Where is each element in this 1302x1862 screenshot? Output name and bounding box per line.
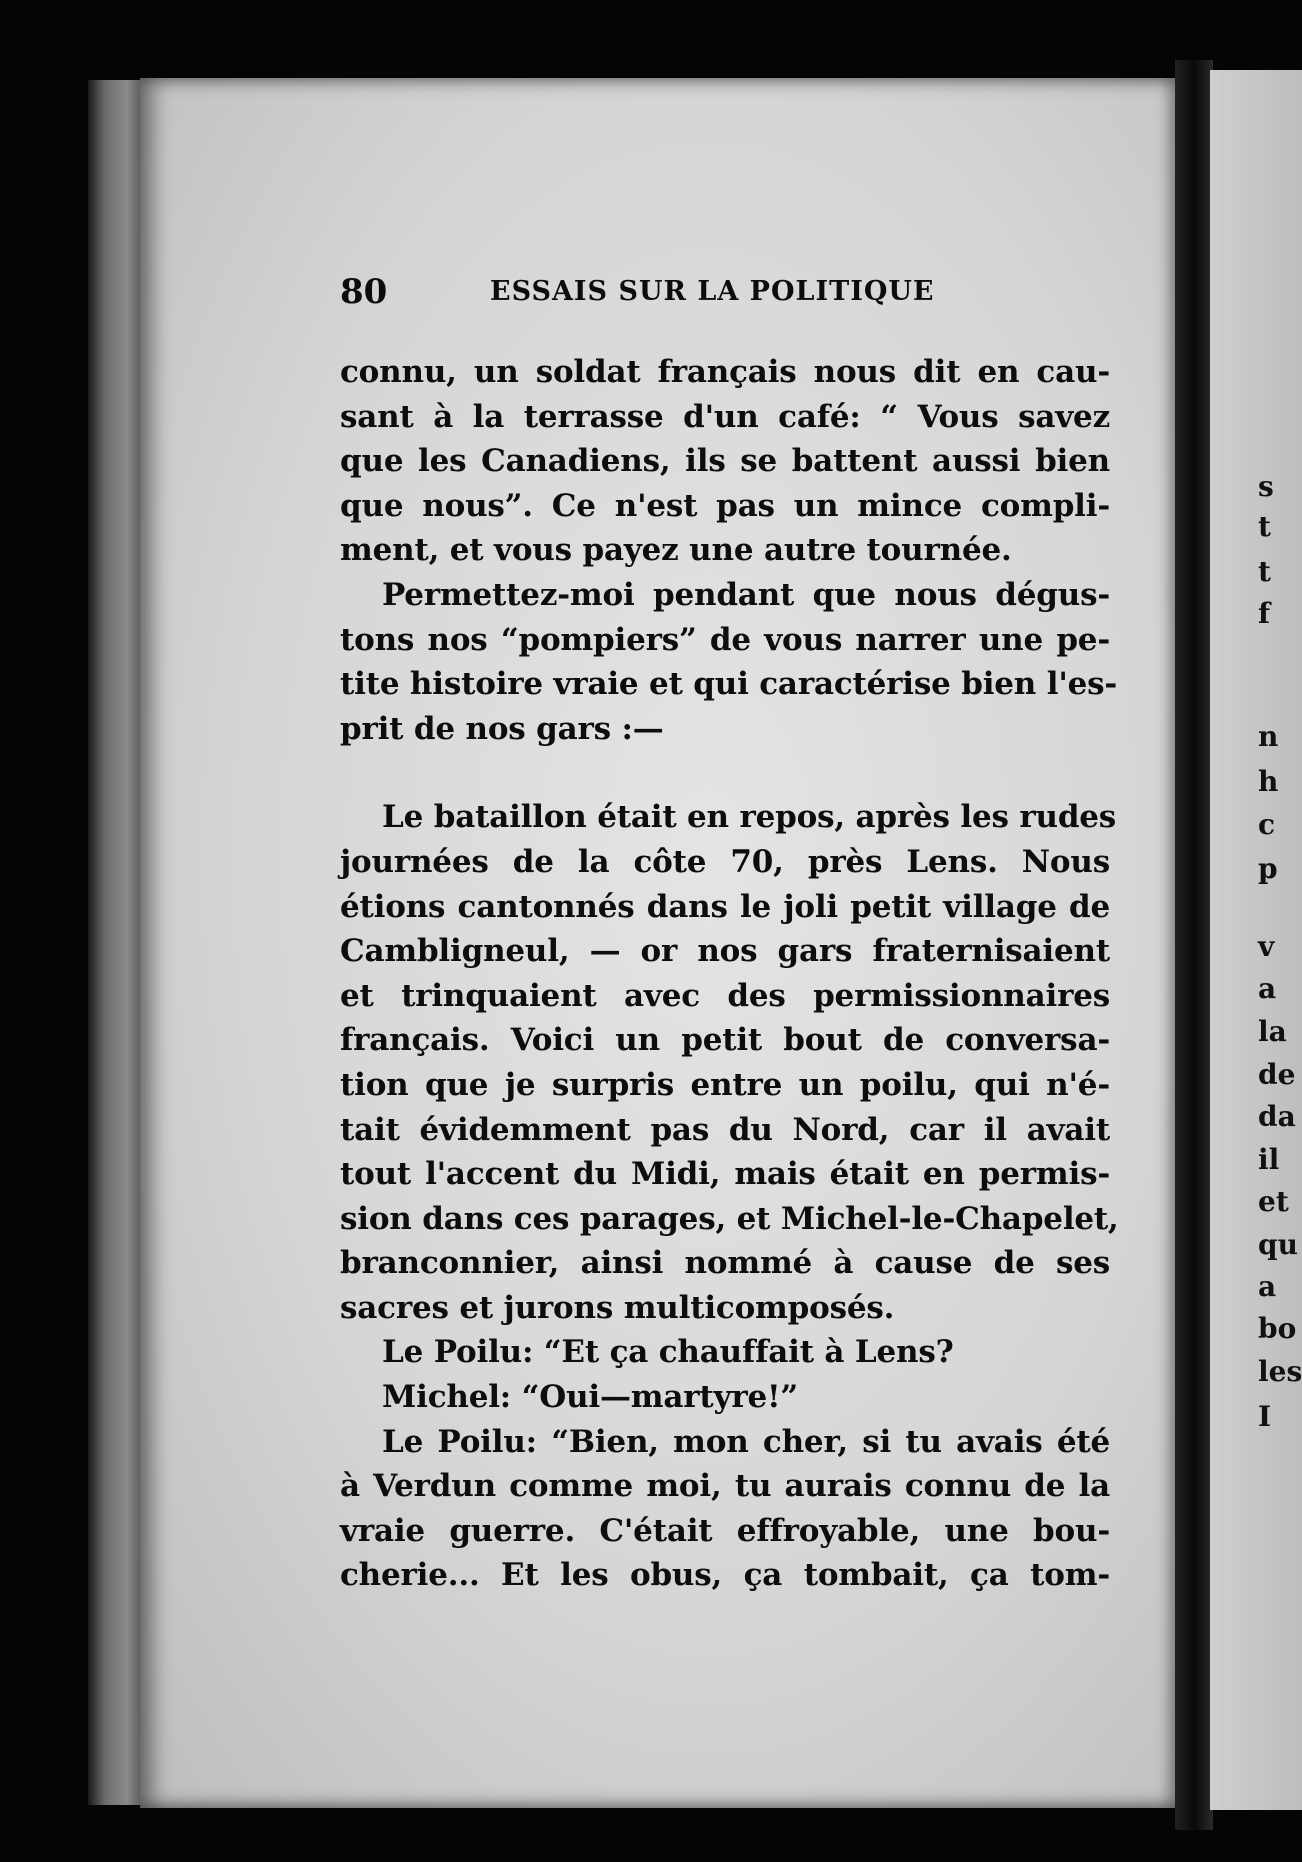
paragraph — [340, 350, 1110, 573]
text-line: Cambligneul, — or nos gars fraternisaient — [340, 933, 1110, 970]
text-line: vraie guerre. C'était effroyable, une bou- — [340, 1512, 1110, 1549]
right-page-fragment: a — [1258, 1270, 1277, 1303]
right-page-fragment: p — [1258, 852, 1278, 885]
right-page-fragment: s — [1258, 470, 1274, 503]
text-line: sion dans ces parages, et Michel-le-Chapelet, — [340, 1200, 1119, 1237]
right-page-fragment: c — [1258, 808, 1276, 841]
text-line: tite histoire vraie et qui caractérise bien l'es- — [340, 666, 1118, 703]
right-page-fragment: t — [1258, 555, 1271, 588]
text-line: tout l'accent du Midi, mais était en permis- — [340, 1156, 1110, 1193]
right-page-fragment: il — [1258, 1143, 1280, 1176]
text-line: étions cantonnés dans le joli petit village de — [340, 888, 1110, 925]
page-number: 80 — [340, 272, 388, 312]
right-page-fragment: I — [1258, 1400, 1272, 1433]
text-line: ment, et vous payez une autre tournée. — [340, 532, 1012, 569]
right-page-fragment: v — [1258, 930, 1275, 963]
text-line: branconnier, ainsi nommé à cause de ses — [340, 1245, 1110, 1282]
paragraph — [340, 1420, 1110, 1598]
text-line: Permettez-moi pendant que nous dégus- — [382, 576, 1110, 613]
text-line: et trinquaient avec des permissionnaires — [340, 977, 1110, 1014]
text-line: français. Voici un petit bout de conversa- — [340, 1022, 1110, 1059]
right-page-fragment: da — [1258, 1100, 1296, 1133]
right-page-fragment: qu — [1258, 1228, 1298, 1261]
text-line: Le Poilu: “Bien, mon cher, si tu avais été — [382, 1423, 1110, 1460]
paragraph — [340, 573, 1118, 751]
running-head: ESSAIS SUR LA POLITIQUE — [490, 276, 935, 307]
text-line: que nous”. Ce n'est pas un mince compli- — [340, 487, 1110, 524]
text-line: à Verdun comme moi, tu aurais connu de la — [340, 1468, 1110, 1505]
book-gutter — [1175, 60, 1213, 1830]
text-line: connu, un soldat français nous dit en cau- — [340, 354, 1110, 390]
text-line: Le bataillon était en repos, après les rudes — [382, 799, 1117, 836]
text-line: que les Canadiens, ils se battent aussi bien — [340, 443, 1110, 480]
paragraph — [340, 795, 1119, 1330]
right-page-fragment: a — [1258, 972, 1277, 1005]
text-line: tait évidemment pas du Nord, car il avait — [340, 1111, 1110, 1148]
right-page-fragment: f — [1258, 597, 1271, 630]
text-line: prit de nos gars :— — [340, 710, 664, 747]
page-header — [340, 268, 1100, 318]
dialogue-line: Le Poilu: “Et ça chauffait à Lens? — [382, 1334, 954, 1371]
right-page-fragment: les — [1258, 1355, 1302, 1388]
text-line: tion que je surpris entre un poilu, qui n'é- — [340, 1066, 1110, 1103]
right-page-fragment: et — [1258, 1185, 1289, 1218]
right-page-text-fragments — [1258, 0, 1302, 1862]
text-line: sant à la terrasse d'un café: “ Vous savez — [340, 398, 1110, 435]
right-page-fragment: t — [1258, 510, 1271, 543]
dialogue-line: Michel: “Oui—martyre!” — [382, 1379, 799, 1416]
right-page-fragment: la — [1258, 1015, 1287, 1048]
text-line: cherie... Et les obus, ça tombait, ça tom- — [340, 1557, 1110, 1594]
right-page-fragment: de — [1258, 1058, 1296, 1091]
right-page-fragment: n — [1258, 720, 1279, 753]
text-line: sacres et jurons multicomposés. — [340, 1289, 895, 1326]
text-line: journées de la côte 70, près Lens. Nous — [340, 843, 1110, 880]
right-page-fragment: h — [1258, 765, 1279, 798]
text-line: tons nos “pompiers” de vous narrer une pe- — [340, 621, 1110, 658]
body-text — [340, 350, 1119, 1598]
right-page-fragment: bo — [1258, 1312, 1297, 1345]
